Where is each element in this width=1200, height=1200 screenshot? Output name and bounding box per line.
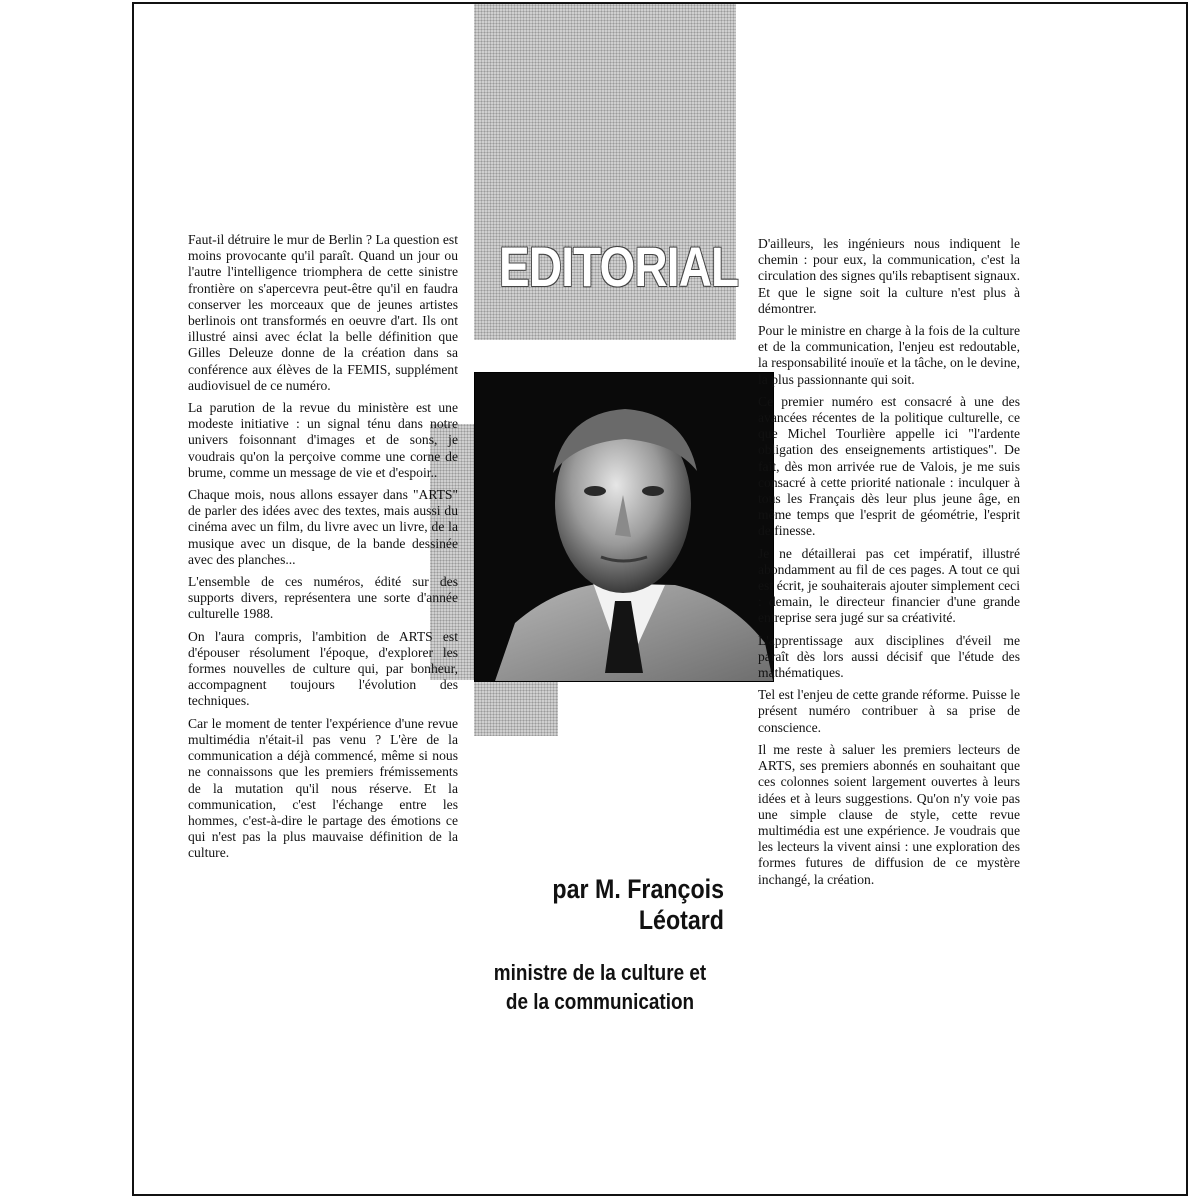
editorial-masthead: EDITORIAL [499,235,739,298]
left-paragraph-4: L'ensemble de ces numéros, édité sur des supports divers, représentera une sorte d'année culturelle 1988. [188,574,458,622]
left-column [188,232,458,868]
author-byline: par M. François Léotard [552,874,724,935]
right-paragraph-6: Tel est l'enjeu de cette grande réforme. Puisse le présent numéro contribuer à sa prise de conscience. [758,687,1020,735]
left-paragraph-1: Faut-il détruire le mur de Berlin ? La question est moins provocante qu'il paraît. Quand un jour ou l'autre l'intelligence triomphera de cette sinistre frontière on s'apercevra peut-être qu'il en faudra conserver les morceaux que de jeunes artistes berlinois ont transformés en oeuvre d'art. Ils ont illustré ainsi avec éclat la belle définition que Gilles Deleuze donne de la création dans sa conférence aux élèves de la FEMIS, supplément audiovisuel de ce numéro. [188,232,458,393]
right-paragraph-3: Ce premier numéro est consacré à une des avancées récentes de la politique culturelle, ce que Michel Tourlière appelle ici "l'ardente obligation des enseignements artistiques". De fait, dès mon arrivée rue de Valois, je me suis consacré à cette priorité nationale : inculquer à tous les Français dès leur plus jeune âge, en même temps que l'esprit de géométrie, l'esprit de finesse. [758,393,1020,539]
left-paragraph-5: On l'aura compris, l'ambition de ARTS est d'épouser résolument l'époque, d'explorer les formes nouvelles de culture qui, par bonheur, accompagnent toujours l'évolution des techniques. [188,628,458,709]
right-paragraph-1: D'ailleurs, les ingénieurs nous indiquent le chemin : pour eux, la communication, c'est la circulation des signes qu'ils rebaptisent signaux. Et que le signe soit la culture n'est plus à démontrer. [758,236,1020,316]
halftone-band-bottom [474,680,558,736]
right-paragraph-4: Je ne détaillerai pas cet impératif, illustré abondamment au fil de ces pages. A tout ce qui est écrit, je souhaiterais ajouter simplement ceci : demain, le directeur financier d'une grande entreprise sera jugé sur sa créativité. [758,545,1020,626]
left-paragraph-2: La parution de la revue du ministère est une modeste initiative : un signal ténu dans notre univers foisonnant d'images et de sons, je voudrais qu'on la perçoive comme une corne de brume, comme un message de vie et d'espoir.. [188,400,458,480]
left-paragraph-6: Car le moment de tenter l'expérience d'une revue multimédia n'était-il pas venu ? L'ère de la communication a déjà commencé, même si nous ne connaissons que les premiers frémissements de la mutation qu'il nous réserve. Et la communication, c'est l'échange entre les hommes, c'est-à-dire le partage des émotions ce qui n'est pas la plus mauvaise définition de la culture. [188,715,458,861]
author-role: ministre de la culture et de la communication [493,960,707,1014]
portrait-illustration [475,373,773,681]
right-column [758,236,1020,894]
right-paragraph-5: L'apprentissage aux disciplines d'éveil me paraît dès lors aussi décisif que l'étude des mathématiques. [758,632,1020,681]
portrait-photo [474,372,774,682]
left-paragraph-3: Chaque mois, nous allons essayer dans "ARTS" de parler des idées avec des textes, mais aussi du cinéma avec un film, du livre avec un livre, de la musique avec un disque, de la bande dessinée avec des planches... [188,487,458,567]
right-paragraph-7: Il me reste à saluer les premiers lecteurs de ARTS, ses premiers abonnés en souhaitant que ces colonnes soient largement ouvertes à leurs idées et à leurs suggestions. Qu'on n'y voie pas une simple clause de style, cette revue multimédia est une expérience. Je voudrais que les lecteurs la vivent ainsi : une exploration des formes futures de diffusion de ce mystère inchangé, la création. [758,741,1020,887]
right-paragraph-2: Pour le ministre en charge à la fois de la culture et de la communication, l'enjeu est redoutable, la responsabilité inouïe et la tâche, on le devine, la plus passionnante qui soit. [758,323,1020,387]
